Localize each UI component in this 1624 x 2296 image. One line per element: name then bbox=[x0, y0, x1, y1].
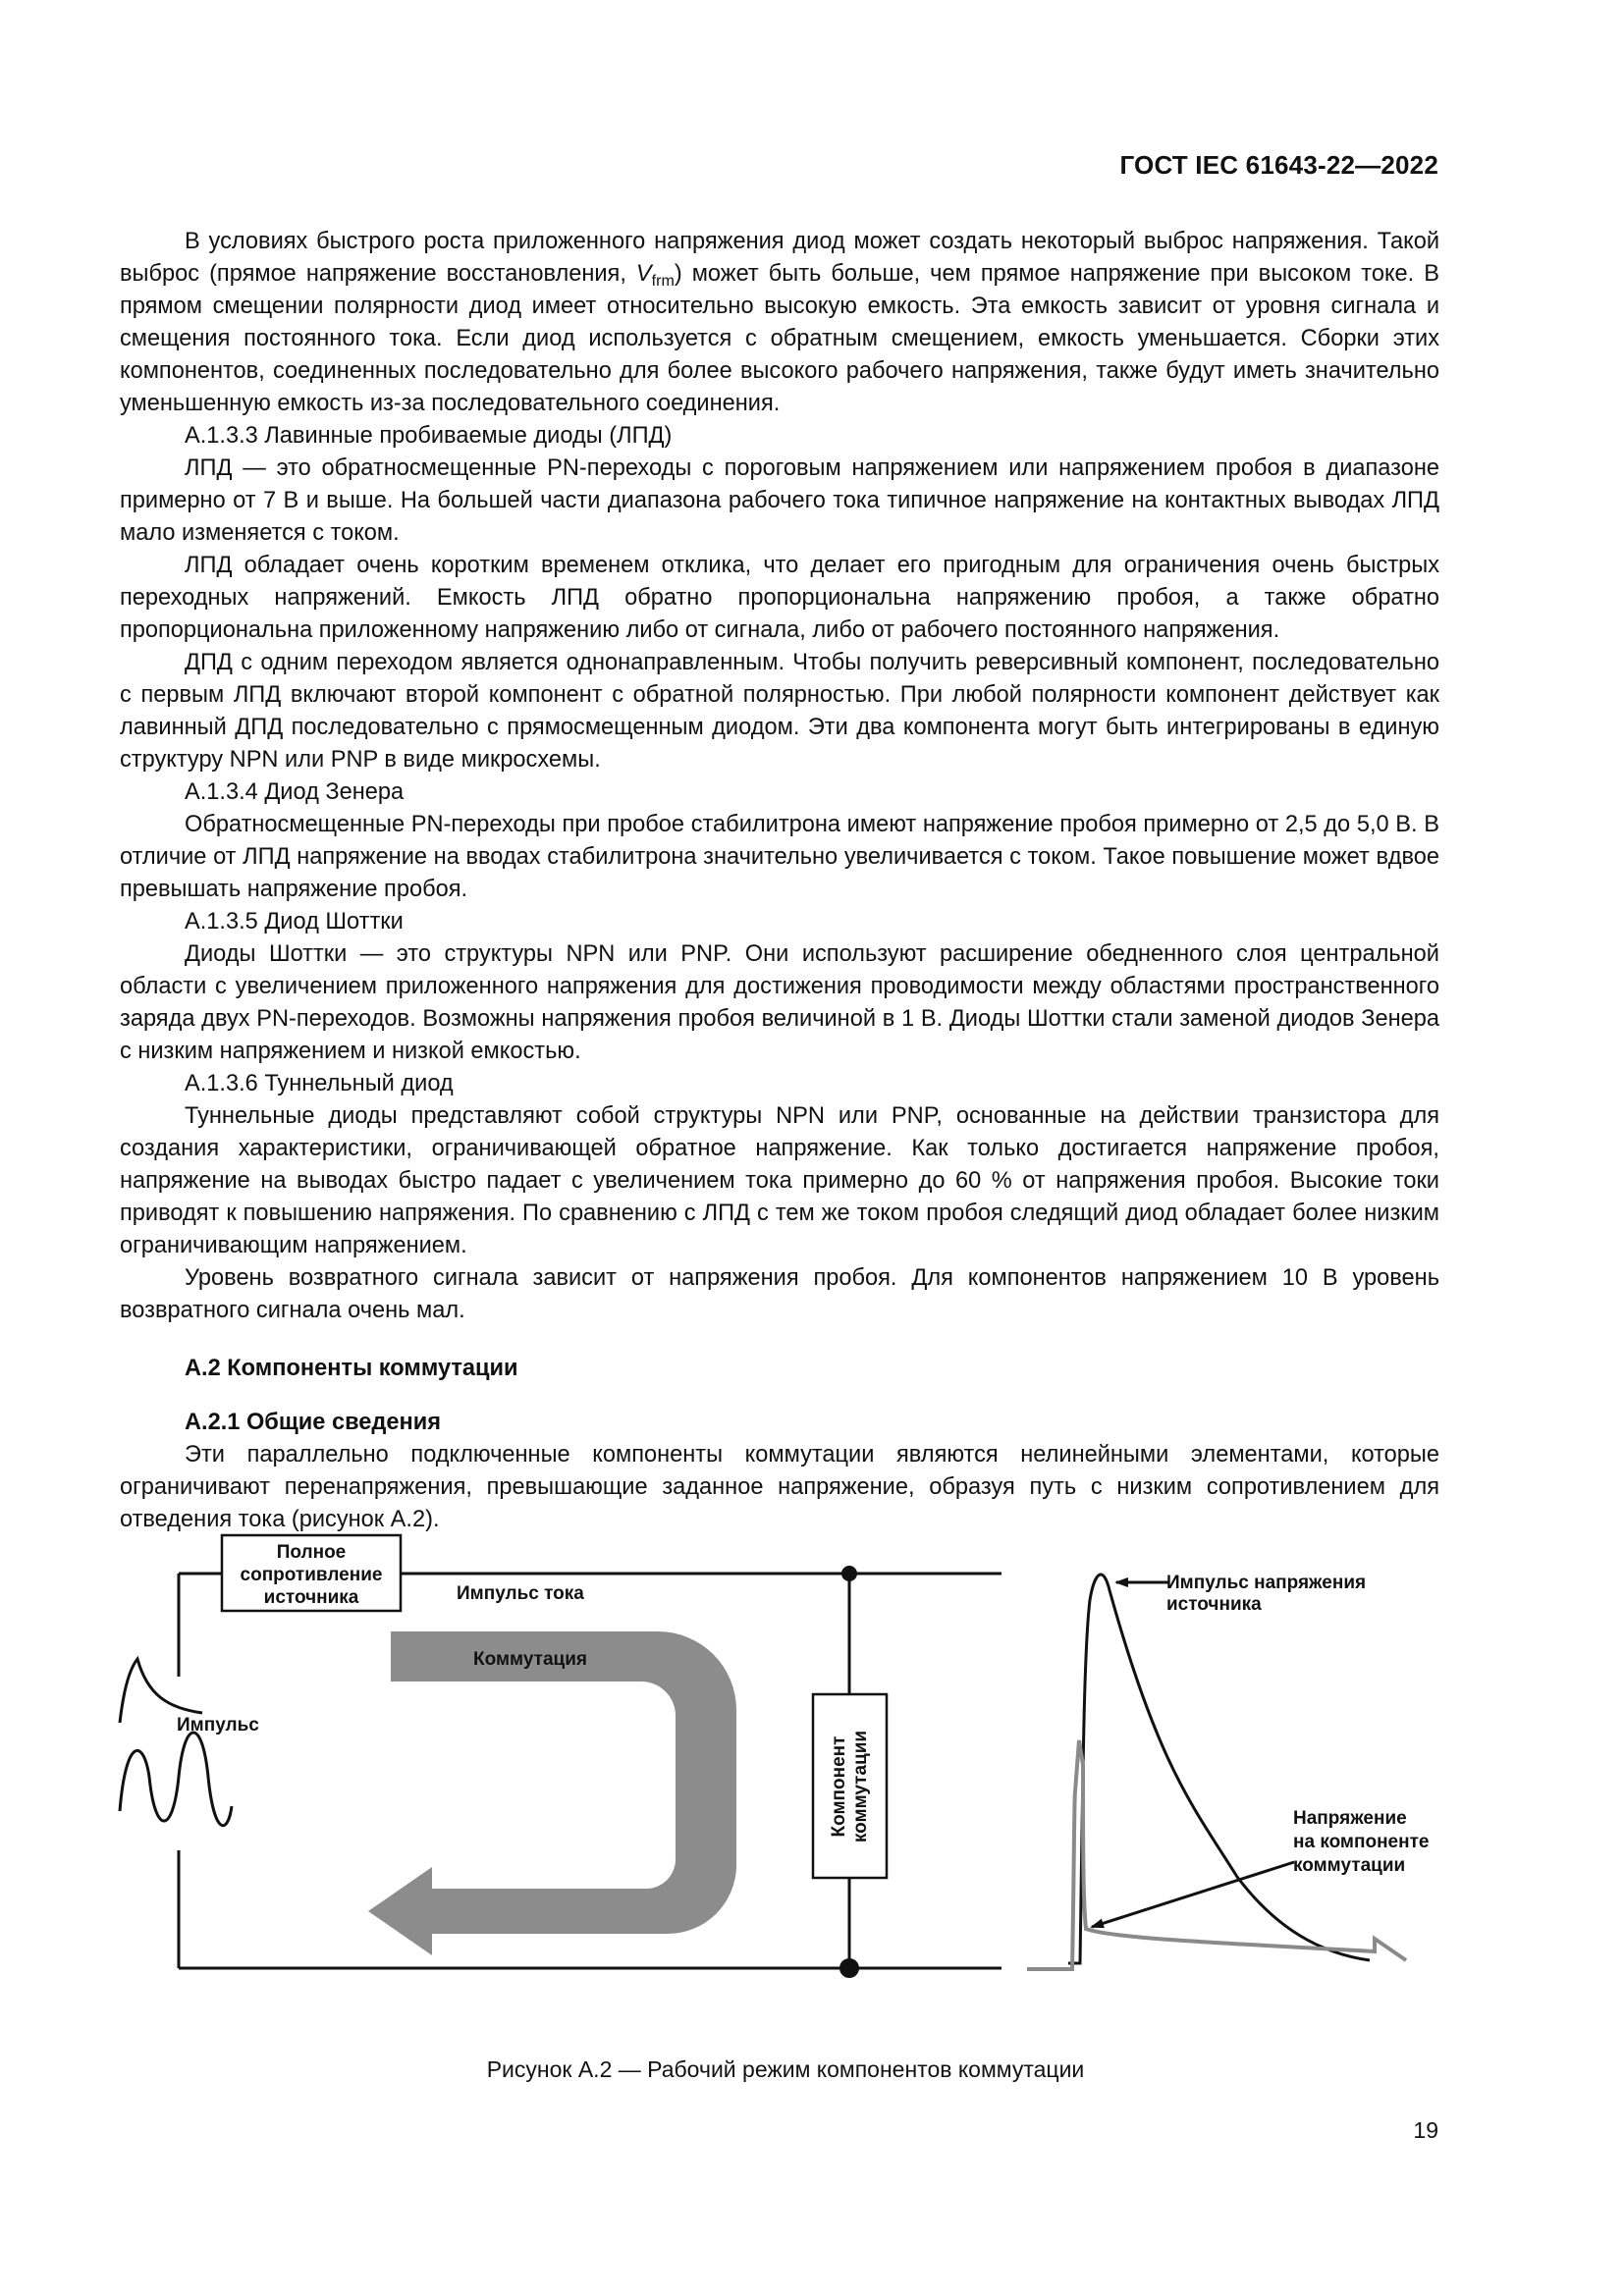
section-heading: А.2 Компоненты коммутации bbox=[185, 1356, 518, 1381]
component-voltage-label-2: на компоненте bbox=[1293, 1832, 1430, 1852]
figure-caption: Рисунок А.2 — Рабочий режим компонентов коммутации bbox=[486, 2056, 1085, 2082]
section-heading: А.2.1 Общие сведения bbox=[185, 1410, 442, 1435]
subsection-heading: А.1.3.3 Лавинные пробиваемые диоды (ЛПД) bbox=[185, 423, 673, 449]
source-voltage-label-1: Импульс напряжения bbox=[1166, 1573, 1367, 1593]
pulse-label: Импульс bbox=[177, 1715, 259, 1735]
current-pulse-label: Импульс тока bbox=[457, 1583, 584, 1604]
figure-a2 bbox=[0, 1512, 1624, 2022]
circuit-diagram bbox=[0, 1512, 1624, 2022]
subsection-heading: А.1.3.5 Диод Шоттки bbox=[185, 909, 404, 934]
body-text bbox=[120, 226, 1439, 1536]
source-impedance-label-1: Полное bbox=[276, 1542, 347, 1563]
junction-dot-bottom bbox=[839, 1958, 859, 1978]
paragraph: Уровень возвратного сигнала зависит от напряжения пробоя. Для компонентов напряжением 10 В уровень возвратного сигнала очень мал. bbox=[120, 1265, 1439, 1323]
pulse-decay-icon bbox=[120, 1659, 202, 1723]
component-voltage-pointer bbox=[1092, 1862, 1294, 1927]
paragraph: Обратносмещенные PN-переходы при пробое стабилитрона имеют напряжение пробоя примерно от 2,5 до 5,0 В. В отличие от ЛПД напряжение на вводах стабилитрона значительно увеличивается с током. Такое повышение может вдвое превышать напряжение пробоя. bbox=[120, 812, 1439, 902]
subsection-heading: А.1.3.6 Туннельный диод bbox=[185, 1071, 454, 1096]
paragraph: Диоды Шоттки — это структуры NPN или PNP. Они используют расширение обедненного слоя центральной области с увеличением приложенного напряжения для достижения проводимости между областями пространственного заряда двух PN-переходов. Возможны напряжения пробоя величиной в 1 В. Диоды Шоттки стали заменой диодов Зенера с низким напряжением и низкой емкостью. bbox=[120, 941, 1439, 1064]
standard-code-header: ГОСТ IEC 61643-22—2022 bbox=[1119, 150, 1438, 180]
switching-arrow bbox=[368, 1631, 736, 1955]
component-voltage-label-3: коммутации bbox=[1293, 1855, 1406, 1876]
subsection-heading: А.1.3.4 Диод Зенера bbox=[185, 779, 405, 805]
source-voltage-label-2: источника bbox=[1166, 1594, 1262, 1615]
sine-wave-icon bbox=[120, 1733, 232, 1826]
source-voltage-waveform bbox=[1068, 1575, 1370, 1963]
paragraph: ЛПД — это обратносмещенные PN-переходы с пороговым напряжением или напряжением пробоя в диапазоне примерно от 7 В и выше. На большей части диапазона рабочего тока типичное напряжение на контактных выводах ЛПД мало изменяется с током. bbox=[120, 455, 1439, 546]
component-voltage-label-1: Напряжение bbox=[1293, 1808, 1407, 1829]
paragraph: ДПД с одним переходом является однонаправленным. Чтобы получить реверсивный компонент, последовательно с первым ЛПД включают второй компонент с обратной полярностью. При любой полярности компонент действует как лавинный ДПД последовательно с прямосмещенным диодом. Эти два компонента могут быть интегрированы в единую структуру NPN или PNP в виде микросхемы. bbox=[120, 650, 1439, 773]
paragraph: В условиях быстрого роста приложенного напряжения диод может создать некоторый выброс напряжения. Такой выброс (прямое напряжение восстановления, $V_{frm}$) может быть больше, чем прямое напряжение при высоком токе. В прямом смещении полярности диод имеет относительно высокую емкость. Эта емкость зависит от уровня сигнала и смещения постоянного тока. Если диод используется с обратным смещением, емкость уменьшается. Сборки этих компонентов, соединенных последовательно для более высокого рабочего напряжения, также будут иметь значительно уменьшенную емкость из-за последовательного соединения. bbox=[120, 229, 1439, 416]
paragraph: Туннельные диоды представляют собой структуры NPN или PNP, основанные на действии транзистора для создания характеристики, ограничивающей обратное напряжение. Как только достигается напряжение пробоя, напряжение на выводах быстро падает с увеличением тока примерно до 60 % от напряжения пробоя. Высокие токи приводят к повышению напряжения. По сравнению с ЛПД с тем же током пробоя следящий диод обладает более низким ограничивающим напряжением. bbox=[120, 1103, 1439, 1258]
junction-dot-top bbox=[841, 1566, 857, 1581]
source-impedance-label-3: источника bbox=[263, 1587, 359, 1608]
paragraph: ЛПД обладает очень коротким временем отклика, что делает его пригодным для ограничения очень быстрых переходных напряжений. Емкость ЛПД обратно пропорциональна напряжению пробоя, а также обратно пропорциональна приложенному напряжению либо от сигнала, либо от рабочего постоянного напряжения. bbox=[120, 553, 1439, 643]
switching-label: Коммутация bbox=[473, 1649, 587, 1670]
component-label-2: коммутации bbox=[850, 1730, 871, 1843]
source-impedance-label-2: сопротивление bbox=[240, 1565, 383, 1585]
page-number: 19 bbox=[1413, 2117, 1438, 2143]
paragraph: Эти параллельно подключенные компоненты коммутации являются нелинейными элементами, которые ограничивают перенапряжения, превышающие заданное напряжение, образуя путь с низким сопротивлением для отведения тока (рисунок А.2). bbox=[120, 1442, 1439, 1532]
component-label-1: Компонент bbox=[829, 1735, 849, 1838]
